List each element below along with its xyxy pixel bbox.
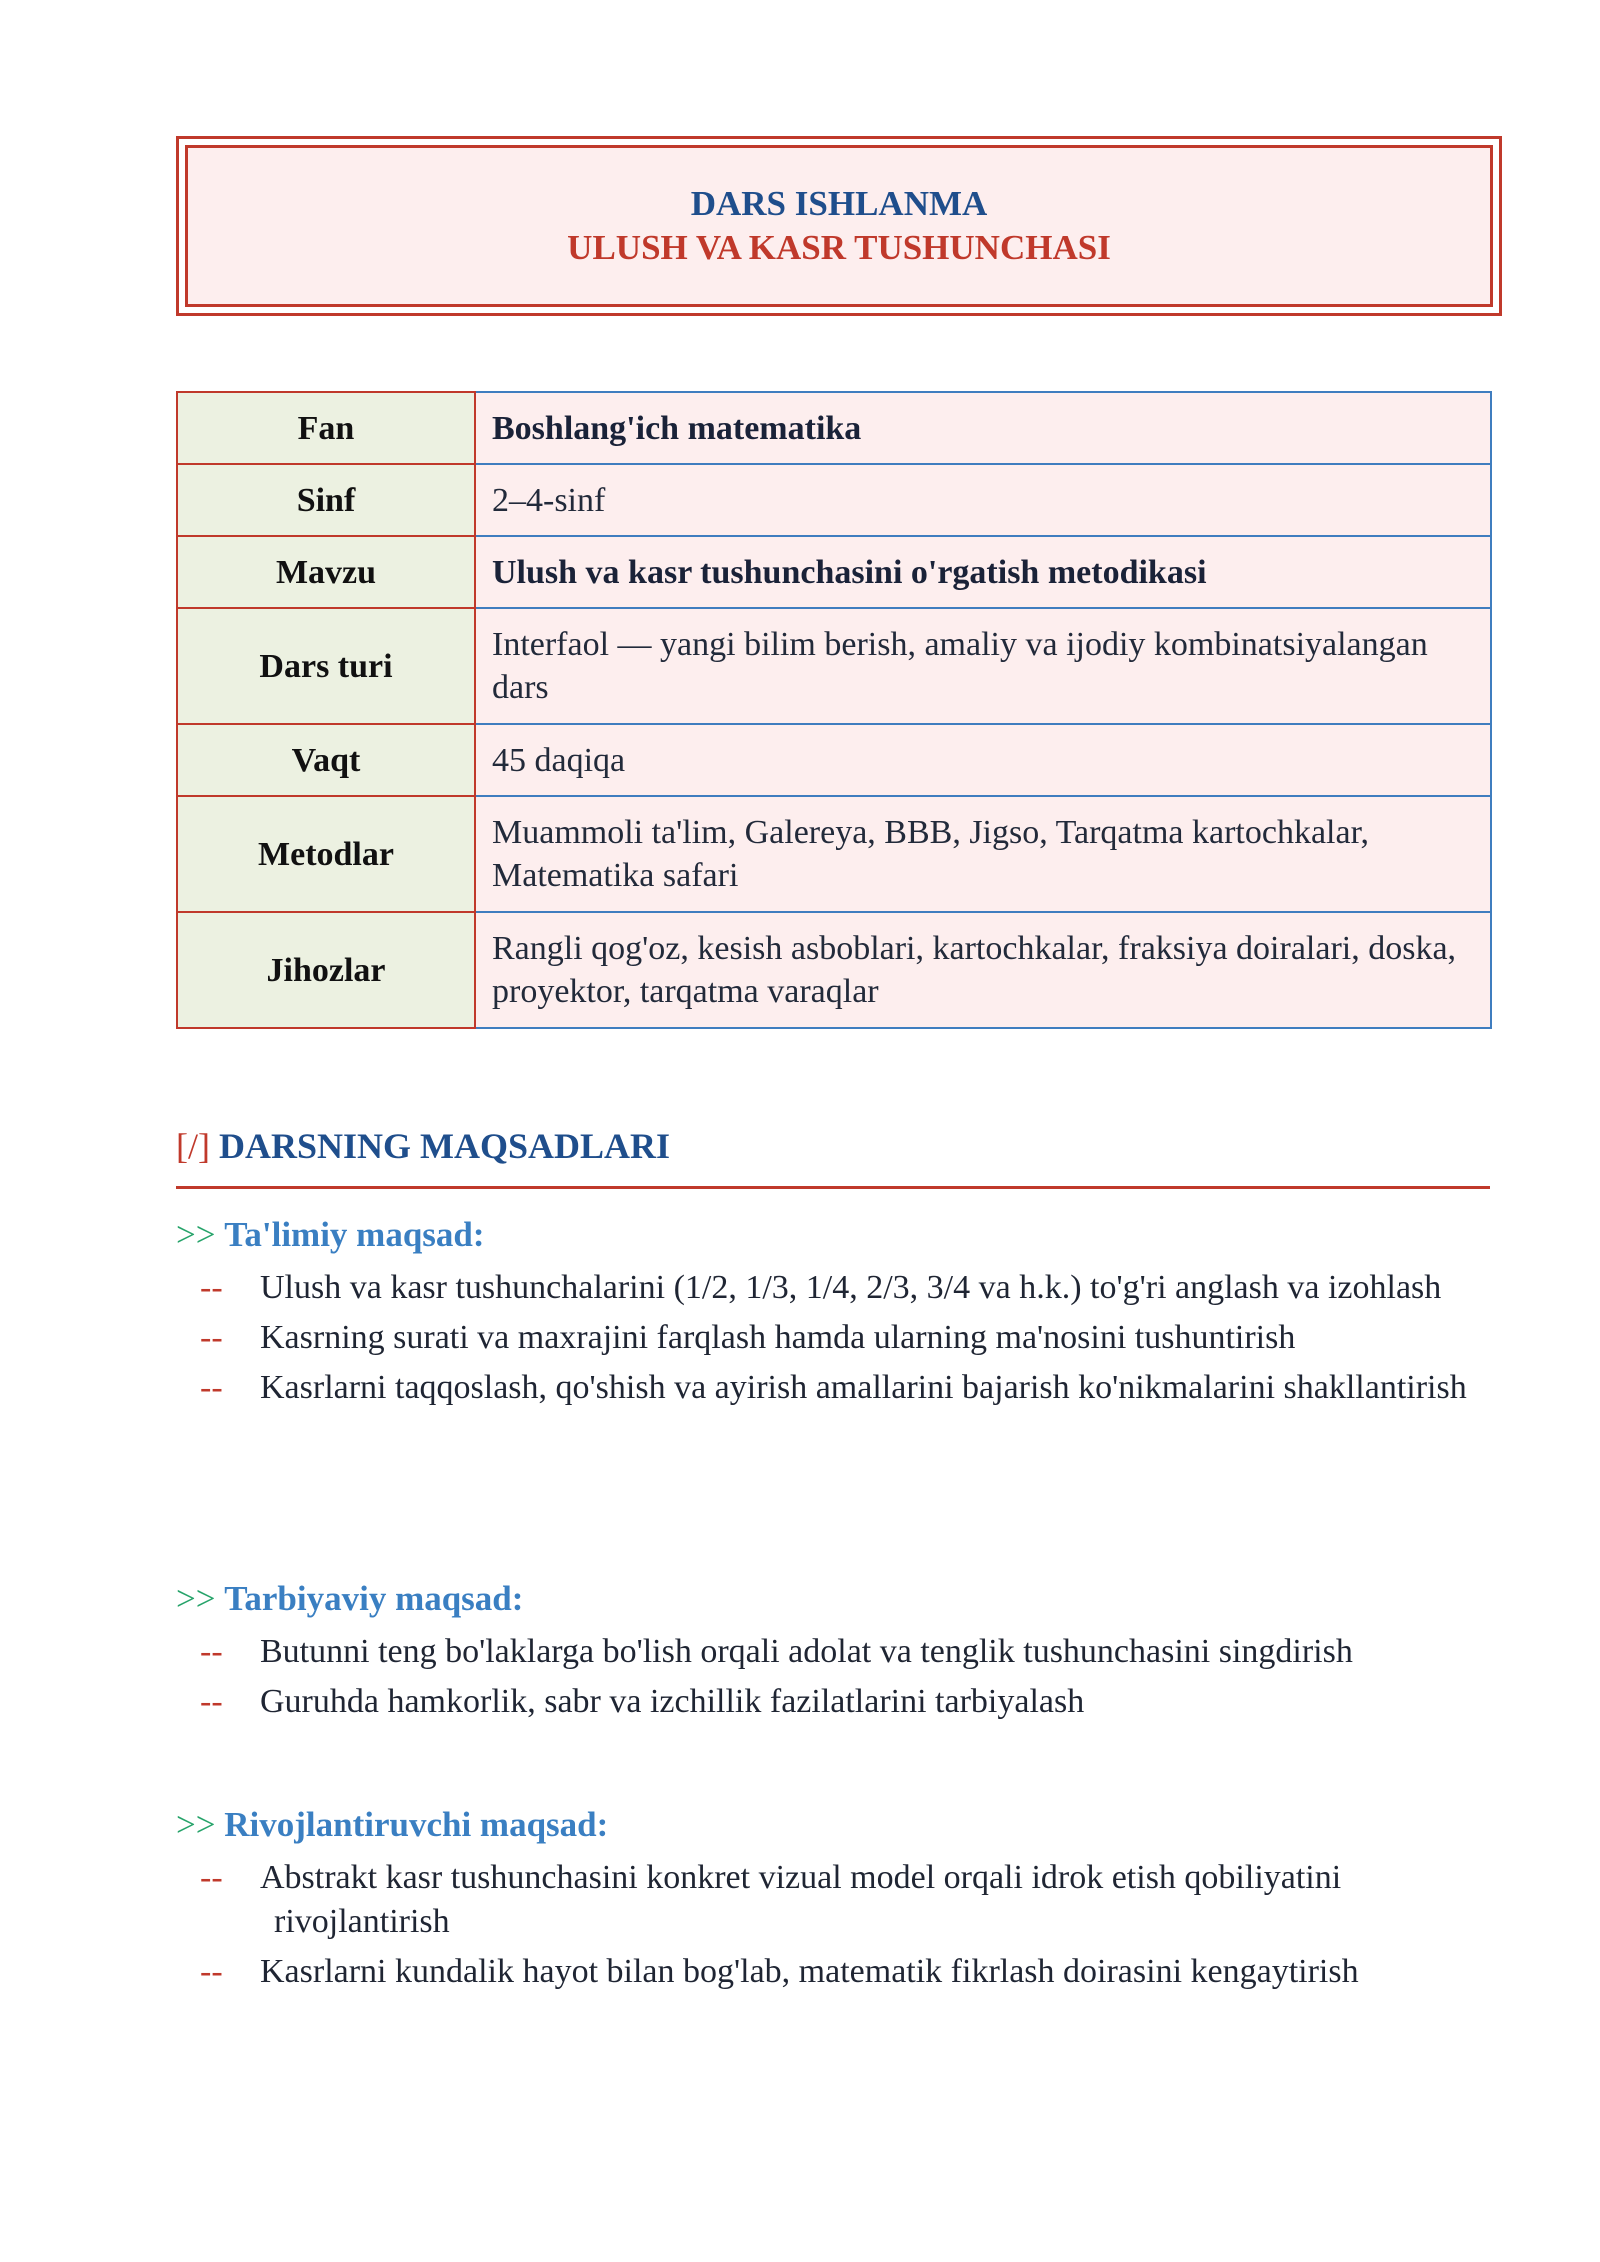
bullet-marker: -- bbox=[200, 1633, 223, 1670]
row-value-sinf: 2–4-sinf bbox=[475, 464, 1491, 536]
row-value-dars-turi: Interfaol — yangi bilim berish, amaliy va ijodiy kombinatsiyalangan dars bbox=[475, 608, 1491, 724]
title-box bbox=[176, 136, 1502, 316]
goal-heading bbox=[176, 1576, 1506, 1622]
list-item-text: Butunni teng bo'laklarga bo'lish orqali adolat va tenglik tushunchasini singdirish bbox=[260, 1633, 1353, 1670]
row-value-vaqt: 45 daqiqa bbox=[475, 724, 1491, 796]
list-item bbox=[200, 1266, 1506, 1310]
goal-list bbox=[176, 1856, 1506, 1994]
section-marker: [/] bbox=[176, 1126, 210, 1166]
row-label-jihozlar: Jihozlar bbox=[177, 912, 475, 1028]
row-label-vaqt: Vaqt bbox=[177, 724, 475, 796]
list-item-text: Abstrakt kasr tushunchasini konkret vizual model orqali idrok etish qobiliyatini rivojlantirish bbox=[260, 1859, 1342, 1940]
bullet-marker: -- bbox=[200, 1269, 223, 1306]
list-item bbox=[200, 1366, 1506, 1410]
goal-arrow: >> bbox=[176, 1215, 216, 1254]
row-value-jihozlar: Rangli qog'oz, kesish asboblari, kartochkalar, fraksiya doiralari, doska, proyektor, tarqatma varaqlar bbox=[475, 912, 1491, 1028]
goal-heading bbox=[176, 1802, 1506, 1848]
list-item bbox=[200, 1856, 1506, 1944]
title-inner bbox=[185, 145, 1493, 307]
table-row bbox=[177, 912, 1491, 1028]
list-item bbox=[200, 1316, 1506, 1360]
bullet-marker: -- bbox=[200, 1683, 223, 1720]
list-item bbox=[200, 1630, 1506, 1674]
list-item-text: Ulush va kasr tushunchalarini (1/2, 1/3, 1/4, 2/3, 3/4 va h.k.) to'g'ri anglash va izohlash bbox=[260, 1269, 1442, 1306]
list-item-text: Kasrlarni taqqoslash, qo'shish va ayirish amallarini bajarish ko'nikmalarini shakllantirish bbox=[260, 1369, 1467, 1406]
bullet-marker: -- bbox=[200, 1319, 223, 1356]
table-row bbox=[177, 536, 1491, 608]
list-item-text: Guruhda hamkorlik, sabr va izchillik fazilatlarini tarbiyalash bbox=[260, 1683, 1085, 1720]
row-label-metodlar: Metodlar bbox=[177, 796, 475, 912]
bullet-marker: -- bbox=[200, 1859, 223, 1896]
list-item bbox=[200, 1680, 1506, 1724]
lesson-info-table bbox=[176, 391, 1492, 1029]
row-value-fan: Boshlang'ich matematika bbox=[475, 392, 1491, 464]
goal-title: Tarbiyaviy maqsad: bbox=[224, 1579, 524, 1618]
row-label-dars-turi: Dars turi bbox=[177, 608, 475, 724]
goal-group-tarbiyaviy bbox=[176, 1576, 1506, 1730]
table-row bbox=[177, 464, 1491, 536]
list-item-text: Kasrlarni kundalik hayot bilan bog'lab, matematik fikrlash doirasini kengaytirish bbox=[260, 1953, 1359, 1990]
row-value-metodlar: Muammoli ta'lim, Galereya, BBB, Jigso, Tarqatma kartochkalar, Matematika safari bbox=[475, 796, 1491, 912]
section-title: DARSNING MAQSADLARI bbox=[218, 1126, 671, 1166]
row-label-mavzu: Mavzu bbox=[177, 536, 475, 608]
bullet-marker: -- bbox=[200, 1369, 223, 1406]
row-value-mavzu: Ulush va kasr tushunchasini o'rgatish metodikasi bbox=[475, 536, 1491, 608]
table-row bbox=[177, 724, 1491, 796]
list-item bbox=[200, 1950, 1506, 1994]
goal-arrow: >> bbox=[176, 1579, 216, 1618]
list-item-text: Kasrning surati va maxrajini farqlash hamda ularning ma'nosini tushuntirish bbox=[260, 1319, 1296, 1356]
row-label-fan: Fan bbox=[177, 392, 475, 464]
table-row bbox=[177, 796, 1491, 912]
table-row bbox=[177, 608, 1491, 724]
document-subtitle: ULUSH VA KASR TUSHUNCHASI bbox=[567, 228, 1111, 267]
goal-title: Rivojlantiruvchi maqsad: bbox=[224, 1805, 609, 1844]
goal-group-talimiy bbox=[176, 1212, 1506, 1416]
goal-list bbox=[176, 1266, 1506, 1410]
goal-heading bbox=[176, 1212, 1506, 1258]
goal-title: Ta'limiy maqsad: bbox=[224, 1215, 485, 1254]
section-divider bbox=[176, 1186, 1490, 1189]
bullet-marker: -- bbox=[200, 1953, 223, 1990]
goal-group-rivojlantiruvchi bbox=[176, 1802, 1506, 2000]
goal-list bbox=[176, 1630, 1506, 1724]
goal-arrow: >> bbox=[176, 1805, 216, 1844]
row-label-sinf: Sinf bbox=[177, 464, 475, 536]
document-title: DARS ISHLANMA bbox=[690, 184, 988, 223]
section-heading bbox=[176, 1122, 1490, 1170]
table-row bbox=[177, 392, 1491, 464]
